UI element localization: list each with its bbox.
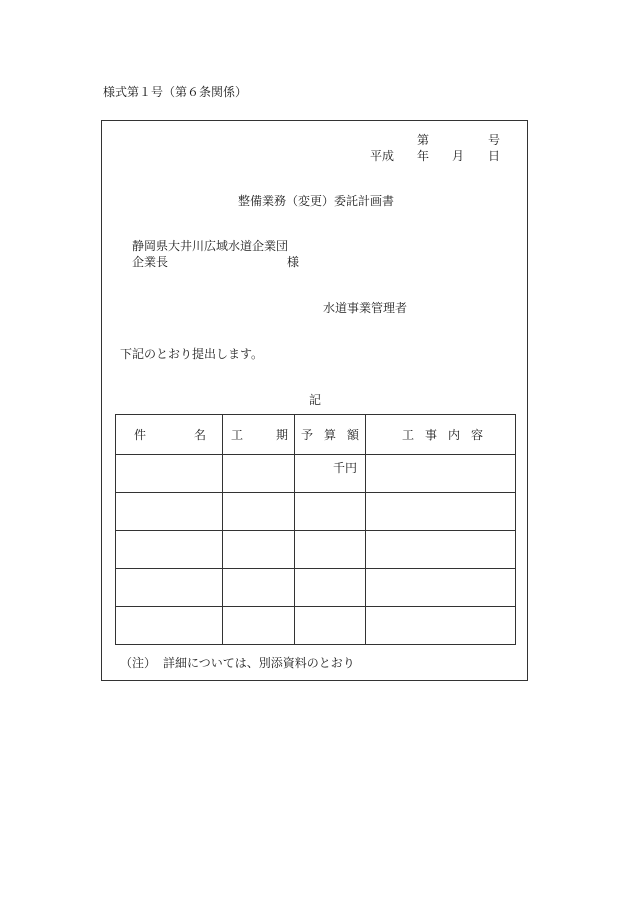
date-month-label: 月 <box>452 149 465 163</box>
addressee-honorific: 様 <box>287 255 300 269</box>
cell-work-content <box>366 493 516 531</box>
header-char: 内 <box>447 428 460 442</box>
cell-budget <box>295 531 366 569</box>
cell-period <box>223 607 295 645</box>
header-char: 事 <box>424 428 437 442</box>
header-char: 算 <box>323 428 336 442</box>
cell-item-name <box>116 607 223 645</box>
cell-period <box>223 569 295 607</box>
sender-title: 水道事業管理者 <box>323 301 408 315</box>
header-budget <box>295 415 366 455</box>
note-text: 詳細については、別添資料のとおり <box>163 656 355 670</box>
cell-budget <box>295 569 366 607</box>
table-row <box>116 569 516 607</box>
cell-budget <box>295 493 366 531</box>
addressee-organization: 静岡県大井川広域水道企業団 <box>132 239 289 253</box>
intro-text: 下記のとおり提出します。 <box>120 347 264 361</box>
table-row <box>116 531 516 569</box>
table-row <box>116 607 516 645</box>
cell-work-content <box>366 607 516 645</box>
form-number-label: 様式第１号（第６条関係） <box>103 85 248 99</box>
date-day-label: 日 <box>488 149 501 163</box>
header-char: 名 <box>193 428 206 442</box>
ki-heading: 記 <box>309 393 322 407</box>
document-number-prefix: 第 <box>417 133 430 147</box>
date-year-label: 年 <box>417 149 430 163</box>
header-item-name <box>116 415 223 455</box>
cell-work-content <box>366 455 516 493</box>
document-title: 整備業務（変更）委託計画書 <box>238 194 395 208</box>
table-header-row <box>116 415 516 455</box>
cell-item-name <box>116 531 223 569</box>
addressee-title: 企業長 <box>132 255 169 269</box>
header-char: 工 <box>231 428 244 442</box>
cell-item-name <box>116 493 223 531</box>
header-char: 予 <box>301 428 314 442</box>
budget-unit: 千円 <box>332 461 357 475</box>
header-char: 件 <box>134 428 147 442</box>
cell-period <box>223 455 295 493</box>
cell-budget <box>295 455 366 493</box>
header-char: 工 <box>402 428 415 442</box>
cell-work-content <box>366 569 516 607</box>
cell-period <box>223 531 295 569</box>
cell-budget <box>295 607 366 645</box>
table-row <box>116 455 516 493</box>
header-work-content <box>366 415 516 455</box>
cell-item-name <box>116 455 223 493</box>
header-char: 容 <box>470 428 483 442</box>
cell-period <box>223 493 295 531</box>
note-label: （注） <box>120 656 157 670</box>
table-row <box>116 493 516 531</box>
document-number-suffix: 号 <box>488 133 501 147</box>
date-era: 平成 <box>370 149 395 163</box>
plan-table <box>115 414 516 645</box>
header-period <box>223 415 295 455</box>
cell-item-name <box>116 569 223 607</box>
header-char: 額 <box>346 428 359 442</box>
cell-work-content <box>366 531 516 569</box>
header-char: 期 <box>275 428 288 442</box>
